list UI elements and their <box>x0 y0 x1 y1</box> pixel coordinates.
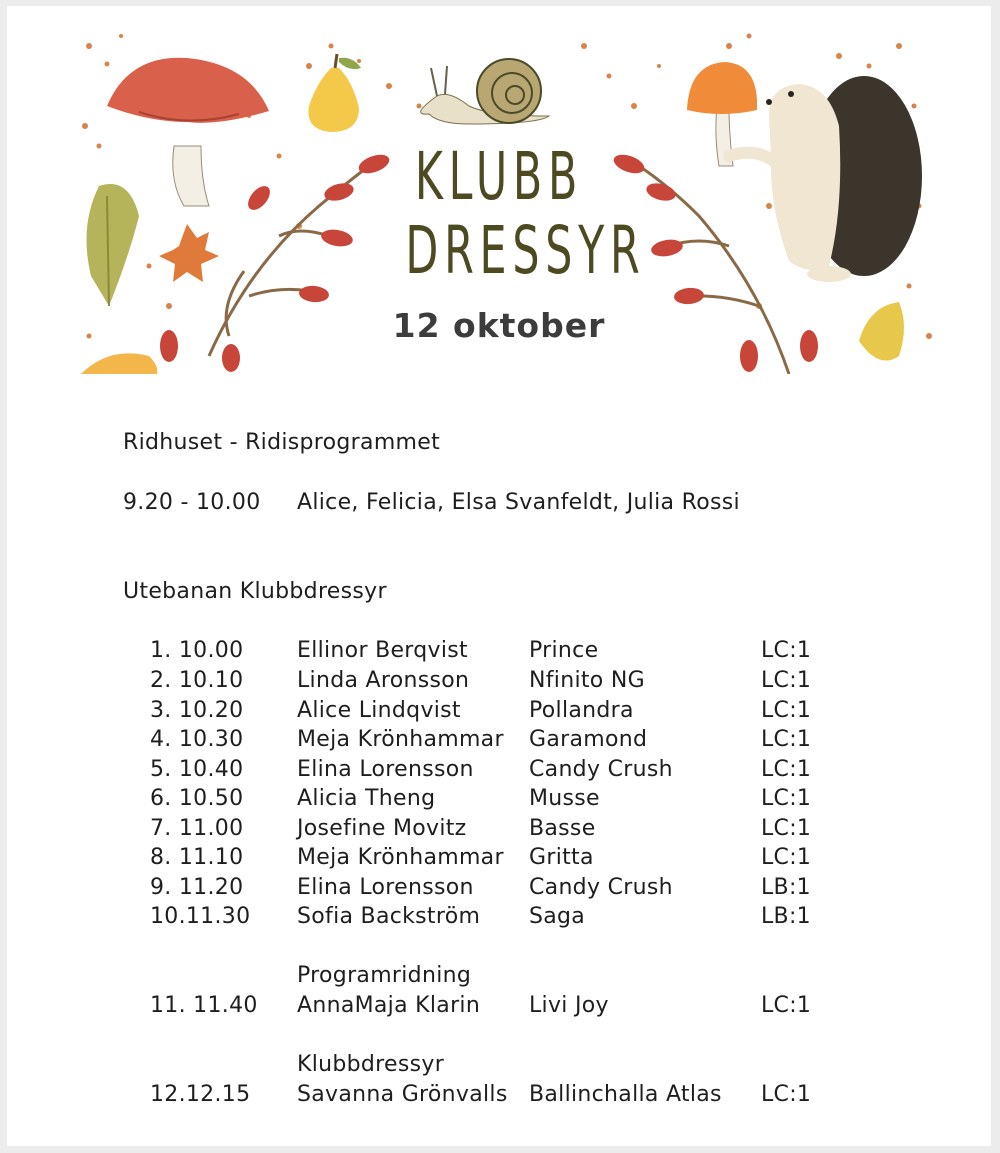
banner-date: 12 oktober <box>392 306 606 345</box>
class-code: LC:1 <box>761 1082 812 1107</box>
table-row <box>7 638 991 668</box>
horse-name: Nfinito NG <box>529 668 645 693</box>
class-code: LB:1 <box>761 904 811 929</box>
horse-name: Prince <box>529 638 599 663</box>
ridhuset-time: 9.20 - 10.00 <box>123 490 261 515</box>
table-row <box>7 757 991 787</box>
horse-name: Basse <box>529 816 596 841</box>
document-page <box>7 6 991 1146</box>
rider-name: Meja Krönhammar <box>297 845 504 870</box>
rider-name: Alice Lindqvist <box>297 698 461 723</box>
horse-name: Candy Crush <box>529 757 673 782</box>
class-code: LC:1 <box>761 845 812 870</box>
start-time: 2. 10.10 <box>150 668 244 693</box>
ridhuset-row <box>7 490 991 520</box>
table-row <box>7 845 991 875</box>
table-row <box>7 1082 991 1112</box>
class-code: LC:1 <box>761 786 812 811</box>
start-time: 9. 11.20 <box>150 875 244 900</box>
horse-name: Gritta <box>529 845 594 870</box>
start-time: 6. 10.50 <box>150 786 244 811</box>
table-row <box>7 786 991 816</box>
class-code: LC:1 <box>761 638 812 663</box>
autumn-banner <box>69 6 947 374</box>
start-time: 3. 10.20 <box>150 698 244 723</box>
horse-name: Pollandra <box>529 698 634 723</box>
table-row <box>7 727 991 757</box>
programridning-heading-row <box>7 963 991 993</box>
rider-name: Sofia Backström <box>297 904 481 929</box>
start-time: 11. 11.40 <box>150 993 258 1018</box>
start-time: 7. 11.00 <box>150 816 244 841</box>
horse-name: Ballinchalla Atlas <box>529 1082 722 1107</box>
ridhuset-names: Alice, Felicia, Elsa Svanfeldt, Julia Rossi <box>297 490 740 515</box>
rider-name: Alicia Theng <box>297 786 436 811</box>
utebanan-heading: Utebanan Klubbdressyr <box>123 579 387 604</box>
horse-name: Saga <box>529 904 586 929</box>
table-row <box>7 668 991 698</box>
rider-name: Elina Lorensson <box>297 757 474 782</box>
banner-title-line1: KLUBB <box>414 138 584 215</box>
start-time: 8. 11.10 <box>150 845 244 870</box>
programridning-heading: Programridning <box>297 963 472 988</box>
table-row <box>7 904 991 934</box>
klubbdressyr-heading-row <box>7 1052 991 1082</box>
table-row <box>7 816 991 846</box>
banner-illustration <box>69 6 947 374</box>
start-time: 4. 10.30 <box>150 727 244 752</box>
rider-name: Savanna Grönvalls <box>297 1082 508 1107</box>
class-code: LC:1 <box>761 698 812 723</box>
horse-name: Candy Crush <box>529 875 673 900</box>
rider-name: Josefine Movitz <box>297 816 467 841</box>
class-code: LC:1 <box>761 757 812 782</box>
class-code: LC:1 <box>761 993 812 1018</box>
class-code: LC:1 <box>761 816 812 841</box>
horse-name: Musse <box>529 786 600 811</box>
horse-name: Livi Joy <box>529 993 609 1018</box>
rider-name: AnnaMaja Klarin <box>297 993 481 1018</box>
klubbdressyr-heading: Klubbdressyr <box>297 1052 445 1077</box>
ridhuset-heading: Ridhuset - Ridisprogrammet <box>123 430 441 455</box>
start-time: 12.12.15 <box>150 1082 251 1107</box>
class-code: LB:1 <box>761 875 811 900</box>
start-time: 5. 10.40 <box>150 757 244 782</box>
rider-name: Meja Krönhammar <box>297 727 504 752</box>
banner-title-line2: DRESSYR <box>405 212 646 289</box>
rider-name: Ellinor Berqvist <box>297 638 468 663</box>
start-time: 1. 10.00 <box>150 638 244 663</box>
table-row <box>7 875 991 905</box>
table-row <box>7 993 991 1023</box>
table-row <box>7 698 991 728</box>
rider-name: Elina Lorensson <box>297 875 474 900</box>
rider-name: Linda Aronsson <box>297 668 470 693</box>
start-time: 10.11.30 <box>150 904 251 929</box>
horse-name: Garamond <box>529 727 648 752</box>
class-code: LC:1 <box>761 727 812 752</box>
class-code: LC:1 <box>761 668 812 693</box>
